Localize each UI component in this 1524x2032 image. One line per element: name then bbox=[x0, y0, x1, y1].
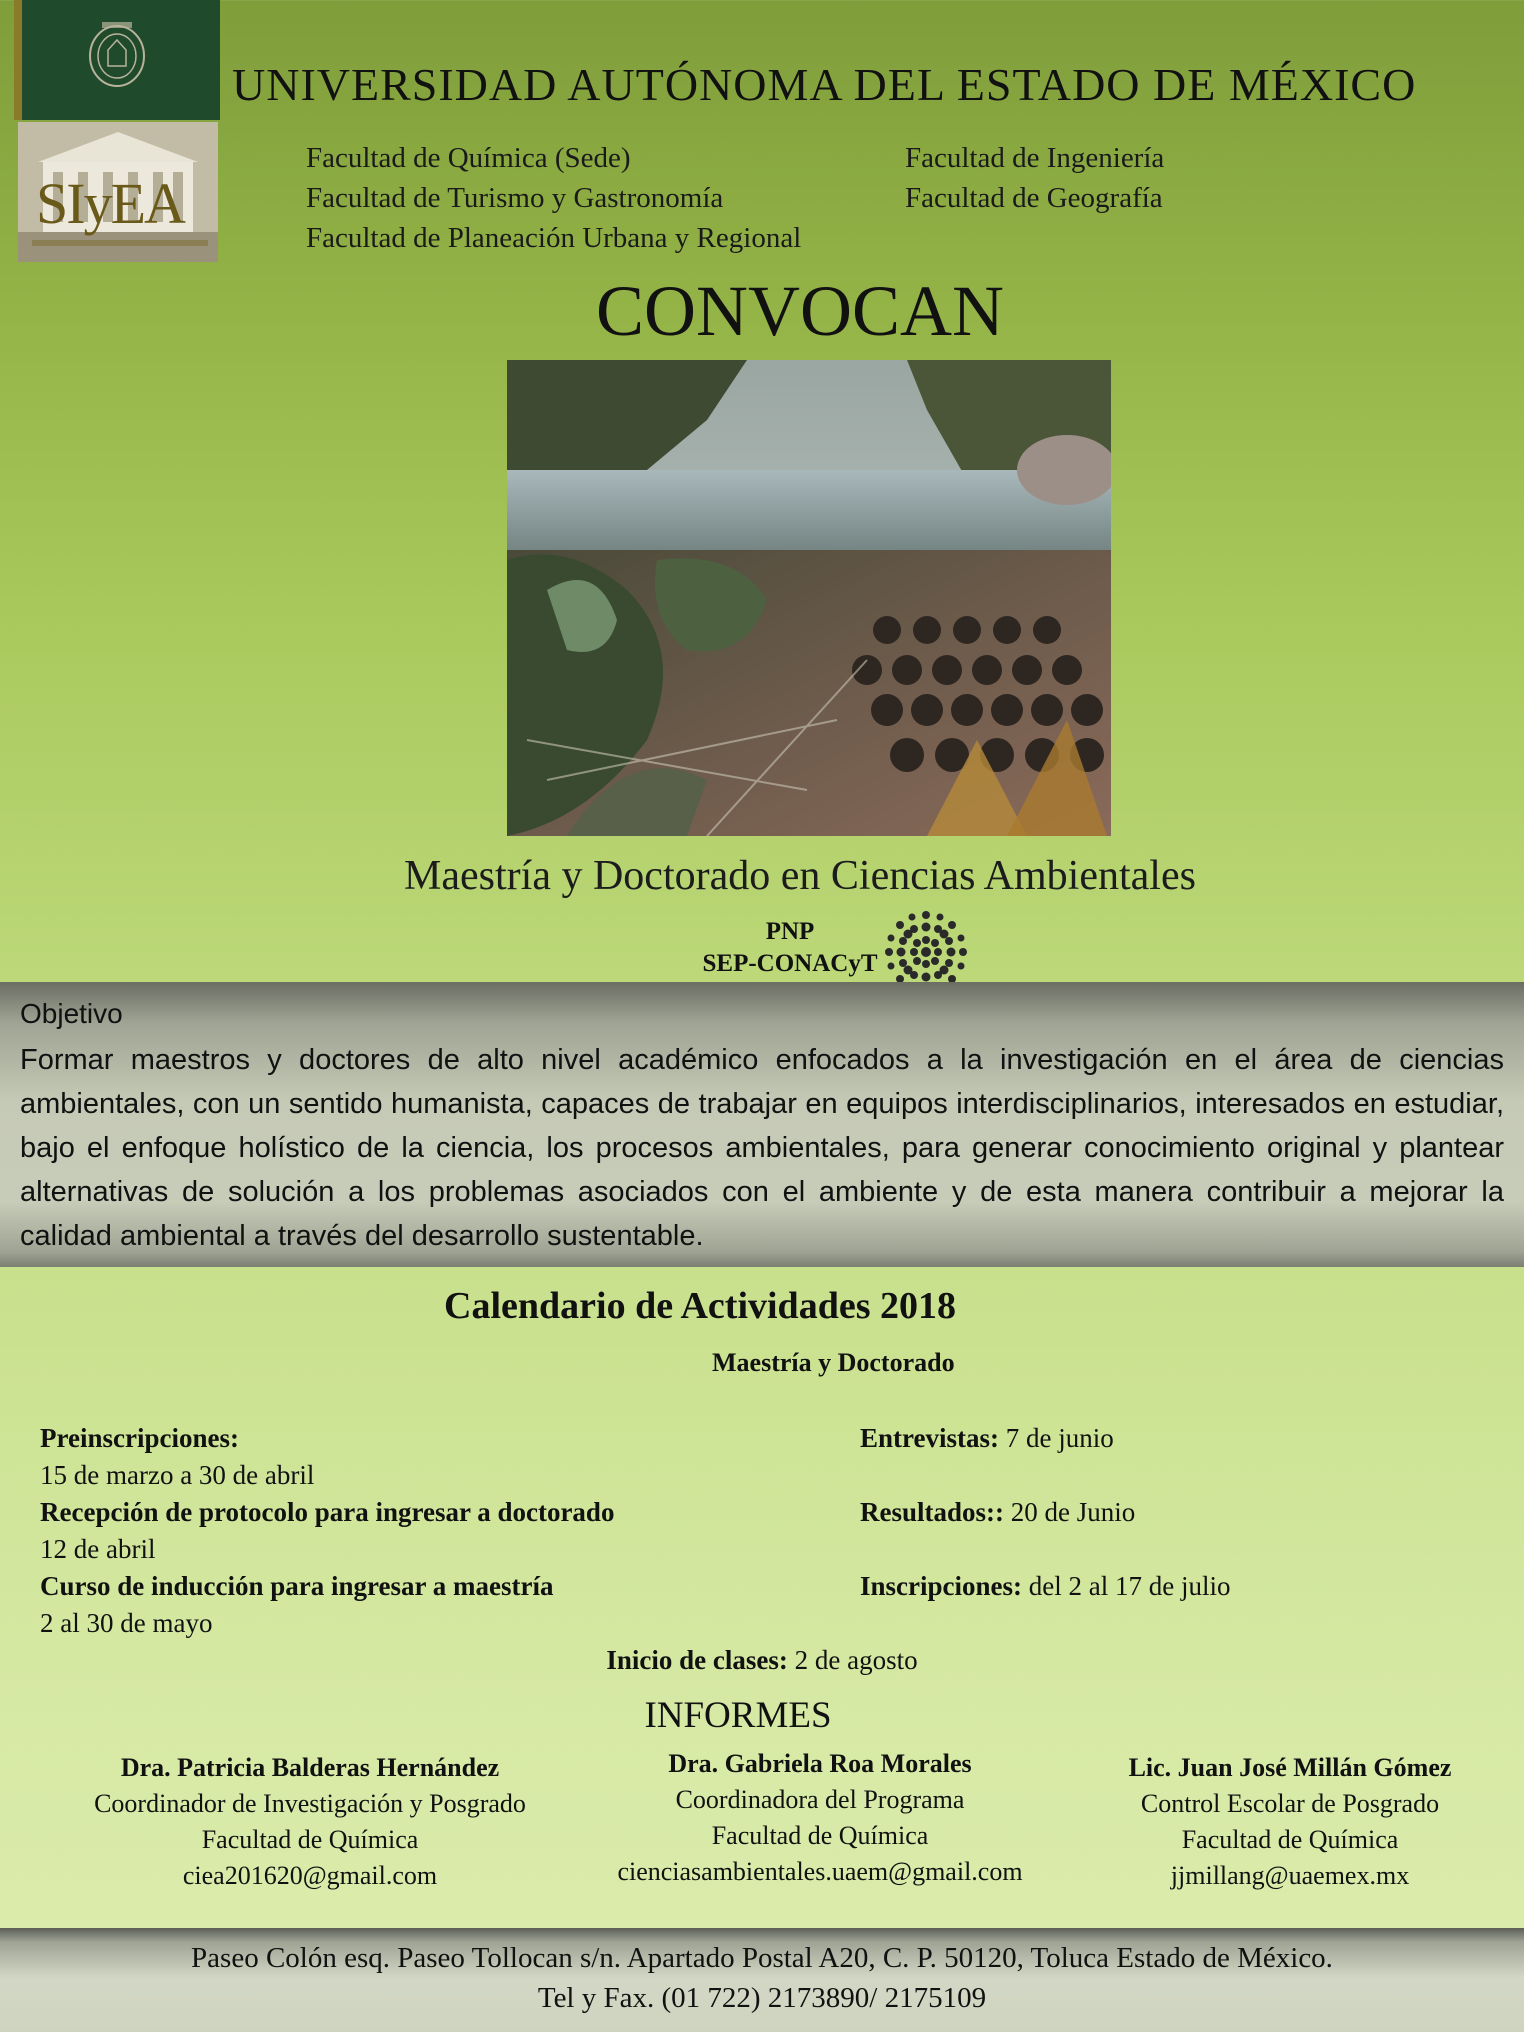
faculty-turismo: Facultad de Turismo y Gastronomía bbox=[306, 182, 724, 214]
sep-conacyt-line: SEP-CONACyT bbox=[702, 950, 878, 977]
contact-faculty: Facultad de Química bbox=[1181, 1825, 1399, 1854]
curso-induccion-value: 2 al 30 de mayo bbox=[40, 1608, 213, 1638]
footer-address-block bbox=[0, 1938, 1524, 2018]
inscripciones-label: Inscripciones: bbox=[860, 1571, 1022, 1601]
informes-heading: INFORMES bbox=[644, 1695, 832, 1736]
calendar-left-column bbox=[40, 1420, 820, 1642]
curso-induccion-label: Curso de inducción para ingresar a maestría bbox=[40, 1571, 554, 1601]
contact-name: Lic. Juan José Millán Gómez bbox=[1128, 1753, 1452, 1782]
contact-card bbox=[1080, 1750, 1500, 1894]
recepcion-protocolo-value: 12 de abril bbox=[40, 1534, 156, 1564]
contact-card bbox=[560, 1746, 1080, 1890]
contact-faculty: Facultad de Química bbox=[201, 1825, 419, 1854]
contact-email[interactable]: ciea201620@gmail.com bbox=[182, 1861, 438, 1890]
siea-logo bbox=[18, 122, 218, 262]
faculty-geografia: Facultad de Geografía bbox=[905, 182, 1163, 214]
environment-photo bbox=[507, 360, 1111, 836]
inicio-clases-label: Inicio de clases: bbox=[606, 1645, 788, 1675]
resultados-value: 20 de Junio bbox=[1010, 1497, 1136, 1527]
faculty-quimica: Facultad de Química (Sede) bbox=[306, 142, 631, 174]
contact-name: Dra. Gabriela Roa Morales bbox=[668, 1749, 972, 1778]
contact-email[interactable]: jjmillang@uaemex.mx bbox=[1170, 1861, 1410, 1890]
faculty-ingenieria: Facultad de Ingeniería bbox=[905, 142, 1165, 174]
contact-email[interactable]: cienciasambientales.uaem@gmail.com bbox=[617, 1857, 1023, 1886]
pnp-label bbox=[690, 916, 890, 980]
contact-name: Dra. Patricia Balderas Hernández bbox=[120, 1753, 500, 1782]
siea-logo-underline bbox=[32, 240, 208, 246]
footer-phone: Tel y Fax. (01 722) 2173890/ 2175109 bbox=[537, 1982, 987, 2014]
entrevistas-value: 7 de junio bbox=[1005, 1423, 1114, 1453]
recepcion-protocolo-label: Recepción de protocolo para ingresar a doctorado bbox=[40, 1497, 615, 1527]
contact-card bbox=[40, 1750, 580, 1894]
preinscripciones-value: 15 de marzo a 30 de abril bbox=[40, 1460, 315, 1490]
entrevistas-label: Entrevistas: bbox=[860, 1423, 999, 1453]
calendar-subtitle: Maestría y Doctorado bbox=[712, 1348, 955, 1377]
contact-faculty: Facultad de Química bbox=[711, 1821, 929, 1850]
inicio-clases-value: 2 de agosto bbox=[794, 1645, 918, 1675]
objective-label: Objetivo bbox=[20, 998, 123, 1029]
university-seal-icon bbox=[86, 20, 148, 90]
preinscripciones-label: Preinscripciones: bbox=[40, 1423, 239, 1453]
contact-role: Coordinadora del Programa bbox=[675, 1785, 965, 1814]
convocan-heading: CONVOCAN bbox=[595, 271, 1005, 351]
inicio-clases bbox=[0, 1642, 1524, 1679]
calendar-right-column bbox=[860, 1420, 1480, 1605]
objective-text: Formar maestros y doctores de alto nivel académico enfocados a la investigación en el área de ciencias ambientales, con un sentido humanista, capaces de trabajar en equipos interdisciplinarios, interesados en estudiar, bajo el enfoque holístico de la ciencia, los procesos ambientales, para generar conocimiento original y plantear alternativas de solución a los problemas asociados con el ambiente y de esta manera contribuir a mejorar la calidad ambiental a través del desarrollo sustentable. bbox=[20, 1044, 1504, 1252]
contact-role: Coordinador de Investigación y Posgrado bbox=[94, 1789, 526, 1818]
faculty-planeacion: Facultad de Planeación Urbana y Regional bbox=[306, 222, 802, 254]
pnp-line: PNP bbox=[765, 918, 815, 945]
inscripciones-value: del 2 al 17 de julio bbox=[1028, 1571, 1231, 1601]
resultados-label: Resultados:: bbox=[860, 1497, 1005, 1527]
contact-role: Control Escolar de Posgrado bbox=[1140, 1789, 1440, 1818]
calendar-title: Calendario de Actividades 2018 bbox=[444, 1285, 956, 1327]
footer-address: Paseo Colón esq. Paseo Tollocan s/n. Apartado Postal A20, C. P. 50120, Toluca Estado de México. bbox=[191, 1942, 1333, 1974]
university-title: UNIVERSIDAD AUTÓNOMA DEL ESTADO DE MÉXICO bbox=[232, 59, 1417, 110]
siea-logo-text: SIyEA bbox=[36, 171, 184, 236]
program-title: Maestría y Doctorado en Ciencias Ambientales bbox=[404, 853, 1196, 899]
